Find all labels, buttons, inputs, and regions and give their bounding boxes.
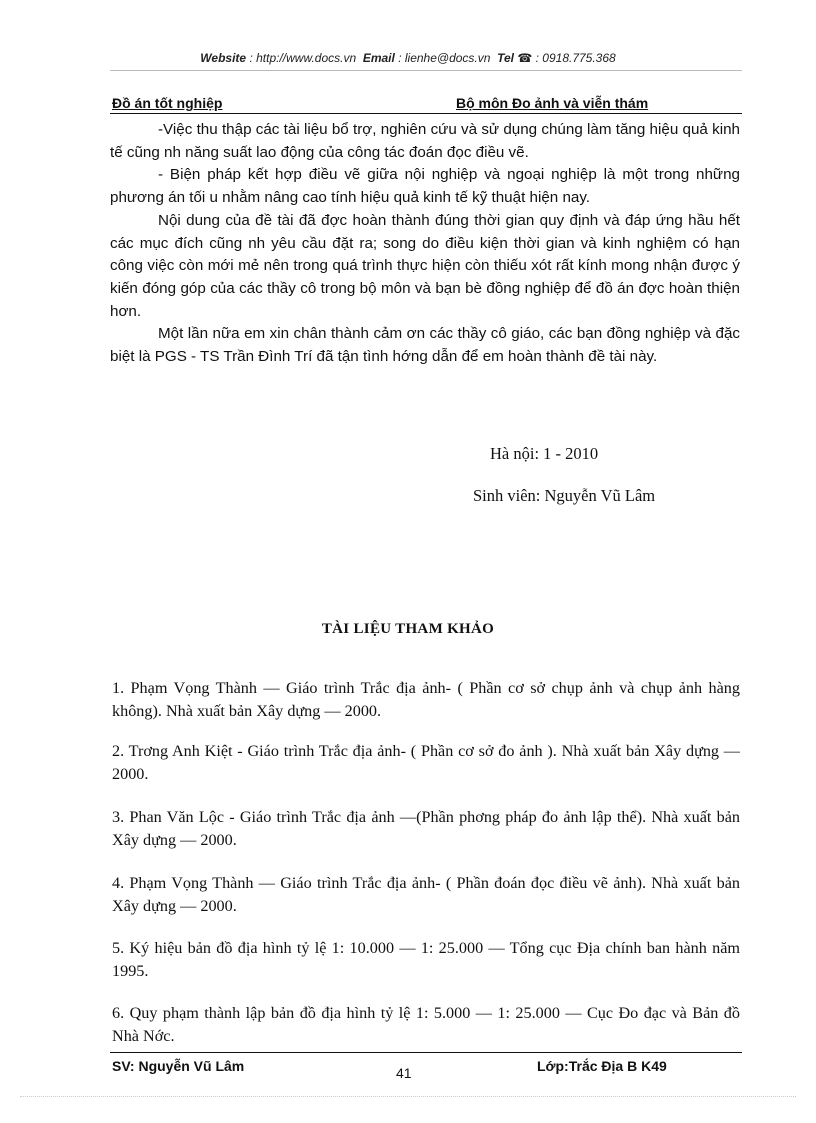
footer-student: SV: Nguyễn Vũ Lâm <box>112 1058 245 1074</box>
doc-title: Đồ án tốt nghiệp <box>112 95 223 111</box>
document-header <box>110 93 742 114</box>
tel-label: Tel ☎ <box>497 51 533 65</box>
date-line: Hà nội: 1 - 2010 <box>490 444 599 463</box>
signature-line: Sinh viên: Nguyễn Vũ Lâm <box>473 486 656 505</box>
reference-item: 1. Phạm Vọng Thành — Giáo trình Trắc địa ảnh- ( Phần cơ sở chụp ảnh và chụp ảnh hàng không). Nhà xuất bản Xây dựng — 2000. <box>112 679 740 720</box>
footer-class: Lớp:Trắc Địa B K49 <box>537 1058 667 1074</box>
paragraph: Một lần nữa em xin chân thành cảm ơn các thầy cô giáo, các bạn đồng nghiệp và đặc biệt là PGS - TS Trần Đình Trí đã tận tình hớng dẫn để em hoàn thành đề tài này. <box>110 325 740 366</box>
reference-item: 3. Phan Văn Lộc - Giáo trình Trắc địa ảnh —(Phần phơng pháp đo ảnh lập thể). Nhà xuất bản Xây dựng — 2000. <box>112 808 740 849</box>
reference-item: 6. Quy phạm thành lập bản đồ địa hình tỷ lệ 1: 5.000 — 1: 25.000 — Cục Đo đạc và Bản đồ Nhà Nớc. <box>112 1004 740 1045</box>
footer-divider <box>110 1052 742 1053</box>
body-text <box>110 119 740 369</box>
page-edge-divider <box>20 1096 796 1097</box>
website-url[interactable]: : http://www.docs.vn <box>249 51 357 65</box>
website-label: Website <box>200 51 247 65</box>
page-number: 41 <box>396 1065 412 1081</box>
department-title: Bộ môn Đo ảnh và viễn thám <box>456 95 649 111</box>
paragraph: Nội dung của đề tài đã đợc hoàn thành đúng thời gian quy định và đáp ứng hầu hết các mục đích cũng nh yêu cầu đặt ra; song do điều kiện thời gian và kinh nghiệm có hạn công việc còn mới mẻ nên trong quá trình thực hiện còn thiếu xót rất kính mong nhận được ý kiến đóng góp của các thầy cô trong bộ môn và bạn bè đồng nghiệp để đồ án đợc hoàn thiện hơn. <box>110 211 740 320</box>
reference-item: 4. Phạm Vọng Thành — Giáo trình Trắc địa ảnh- ( Phần đoán đọc điều vẽ ảnh). Nhà xuất bản Xây dựng — 2000. <box>112 874 740 915</box>
paragraph: -Việc thu thập các tài liệu bổ trợ, nghiên cứu và sử dụng chúng làm tăng hiệu quả kinh tế cũng nh năng suất lao động của công tác đoán đọc điều vẽ. <box>110 121 740 161</box>
paragraph: - Biện pháp kết hợp điều vẽ giữa nội nghiệp và ngoại nghiệp là một trong những phương án tối u nhằm nâng cao tính hiệu quả kinh tế kỹ thuật hiện nay. <box>110 166 740 207</box>
reference-item: 2. Trơng Anh Kiệt - Giáo trình Trắc địa ảnh- ( Phần cơ sở đo ảnh ). Nhà xuất bản Xây dựng — 2000. <box>112 742 740 783</box>
tel-number: : 0918.775.368 <box>535 51 616 65</box>
website-header <box>0 51 816 65</box>
email-address[interactable]: : lienhe@docs.vn <box>398 51 491 65</box>
references-title: TÀI LIỆU THAM KHẢO <box>321 621 495 637</box>
email-label: Email <box>362 51 395 65</box>
top-divider <box>110 70 742 71</box>
reference-item: 5. Ký hiệu bản đồ địa hình tỷ lệ 1: 10.000 — 1: 25.000 — Tổng cục Địa chính ban hành năm 1995. <box>112 939 740 980</box>
